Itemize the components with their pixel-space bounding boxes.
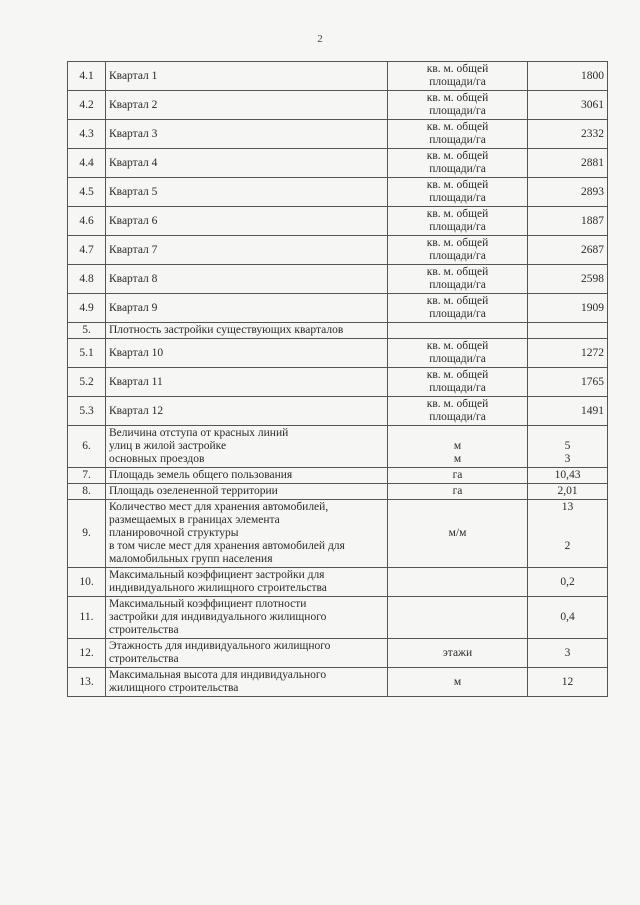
table-row <box>68 597 608 639</box>
row-number: 13. <box>68 668 106 697</box>
table-row <box>68 149 608 178</box>
row-name <box>106 668 388 697</box>
row-unit-line: кв. м. общей <box>426 92 489 104</box>
row-value: 2598 <box>528 265 608 294</box>
row-name-line: Максимальный коэффициент плотности <box>109 598 307 610</box>
table-row <box>68 207 608 236</box>
row-unit <box>388 484 528 500</box>
row-unit <box>388 568 528 597</box>
row-unit-line: м/м <box>448 527 467 539</box>
row-number: 4.4 <box>68 149 106 178</box>
row-number: 4.6 <box>68 207 106 236</box>
row-unit-line: га <box>452 469 463 481</box>
row-value: 1909 <box>528 294 608 323</box>
row-unit <box>388 207 528 236</box>
row-name: Квартал 6 <box>106 207 388 236</box>
page-number: 2 <box>317 33 323 45</box>
row-unit <box>388 397 528 426</box>
row-unit-line: площади/га <box>429 279 486 291</box>
row-unit-line: га <box>452 485 463 497</box>
row-unit-line: кв. м. общей <box>426 179 489 191</box>
row-number: 8. <box>68 484 106 500</box>
row-name: Квартал 2 <box>106 91 388 120</box>
row-value: 1800 <box>528 62 608 91</box>
row-name-line: строительства <box>109 624 179 636</box>
row-unit-line: площади/га <box>429 250 486 262</box>
row-name: Квартал 12 <box>106 397 388 426</box>
row-unit-line: площади/га <box>429 163 486 175</box>
row-value-line: 2 <box>564 540 571 552</box>
row-number: 4.3 <box>68 120 106 149</box>
table-row <box>68 668 608 697</box>
row-unit <box>388 468 528 484</box>
row-unit <box>388 668 528 697</box>
table-row <box>68 339 608 368</box>
row-number: 5.1 <box>68 339 106 368</box>
table-row <box>68 568 608 597</box>
row-value: 2687 <box>528 236 608 265</box>
row-unit <box>388 236 528 265</box>
row-unit-line: кв. м. общей <box>426 237 489 249</box>
row-name <box>106 597 388 639</box>
row-number: 5.2 <box>68 368 106 397</box>
row-unit-line: площади/га <box>429 76 486 88</box>
table-row <box>68 397 608 426</box>
row-value-line: 5 <box>564 440 571 452</box>
row-name-line: Этажность для индивидуального жилищного <box>109 640 331 652</box>
table-row <box>68 236 608 265</box>
parameters-table <box>67 61 608 697</box>
row-unit-line <box>391 427 524 440</box>
table-row <box>68 426 608 468</box>
row-name-line: Величина отступа от красных линий <box>109 427 289 439</box>
row-name <box>106 639 388 668</box>
row-unit-line: кв. м. общей <box>426 295 489 307</box>
row-name: Плотность застройки существующих кварталов <box>106 323 388 339</box>
row-unit <box>388 91 528 120</box>
row-unit <box>388 62 528 91</box>
row-name <box>106 568 388 597</box>
table-row <box>68 639 608 668</box>
row-value: 3061 <box>528 91 608 120</box>
row-number: 4.8 <box>68 265 106 294</box>
row-name <box>106 426 388 468</box>
row-name: Квартал 8 <box>106 265 388 294</box>
row-number: 6. <box>68 426 106 468</box>
table-row <box>68 294 608 323</box>
row-number: 11. <box>68 597 106 639</box>
row-name <box>106 500 388 568</box>
row-name-line: маломобильных групп населения <box>109 553 273 565</box>
table-row <box>68 468 608 484</box>
row-value: 3 <box>528 639 608 668</box>
row-name: Квартал 10 <box>106 339 388 368</box>
row-unit-line: кв. м. общей <box>426 150 489 162</box>
row-name: Квартал 11 <box>106 368 388 397</box>
row-unit-line: площади/га <box>429 192 486 204</box>
table-row <box>68 500 608 568</box>
row-unit <box>388 597 528 639</box>
row-name: Квартал 9 <box>106 294 388 323</box>
row-name-line: в том числе мест для хранения автомобилей для <box>109 540 345 552</box>
row-value-line: 13 <box>561 501 574 513</box>
row-name-line: улиц в жилой застройке <box>109 440 227 452</box>
row-unit <box>388 323 528 339</box>
row-name: Квартал 4 <box>106 149 388 178</box>
row-name-line: Количество мест для хранения автомобилей, <box>109 501 329 513</box>
row-value-line <box>531 553 604 566</box>
row-value: 2332 <box>528 120 608 149</box>
row-value-line: 3 <box>564 453 571 465</box>
row-unit-line: площади/га <box>429 411 486 423</box>
row-unit-line: кв. м. общей <box>426 63 489 75</box>
row-unit-line: кв. м. общей <box>426 121 489 133</box>
row-unit <box>388 265 528 294</box>
row-number: 4.5 <box>68 178 106 207</box>
row-number: 5.3 <box>68 397 106 426</box>
row-value: 10,43 <box>528 468 608 484</box>
table-row <box>68 120 608 149</box>
row-number: 4.9 <box>68 294 106 323</box>
table-row <box>68 368 608 397</box>
row-unit-line: площади/га <box>429 105 486 117</box>
row-name: Квартал 5 <box>106 178 388 207</box>
row-unit <box>388 639 528 668</box>
row-number: 10. <box>68 568 106 597</box>
row-unit <box>388 368 528 397</box>
row-name-line: Максимальная высота для индивидуального <box>109 669 327 681</box>
row-unit-line: кв. м. общей <box>426 369 489 381</box>
row-unit <box>388 120 528 149</box>
row-name-line: индивидуального жилищного строительства <box>109 582 327 594</box>
row-name-line: основных проездов <box>109 453 205 465</box>
row-unit-line: м <box>453 453 462 465</box>
row-value <box>528 426 608 468</box>
row-name-line: строительства <box>109 653 179 665</box>
row-unit-line: кв. м. общей <box>426 340 489 352</box>
row-number: 5. <box>68 323 106 339</box>
row-name-line: планировочной структуры <box>109 527 239 539</box>
row-unit <box>388 178 528 207</box>
row-unit-line: м <box>453 440 462 452</box>
row-value: 1765 <box>528 368 608 397</box>
row-unit-line: кв. м. общей <box>426 208 489 220</box>
row-unit-line: этажи <box>442 646 473 659</box>
row-value: 0,2 <box>528 568 608 597</box>
row-unit-line: кв. м. общей <box>426 266 489 278</box>
row-value-line <box>531 527 604 540</box>
table-row <box>68 178 608 207</box>
row-number: 12. <box>68 639 106 668</box>
row-unit-line: площади/га <box>429 382 486 394</box>
row-name: Площадь земель общего пользования <box>106 468 388 484</box>
table-row <box>68 323 608 339</box>
table-row <box>68 62 608 91</box>
row-number: 4.7 <box>68 236 106 265</box>
row-unit-line: площади/га <box>429 308 486 320</box>
row-number: 4.2 <box>68 91 106 120</box>
row-number: 4.1 <box>68 62 106 91</box>
row-value: 2,01 <box>528 484 608 500</box>
row-unit-line: площади/га <box>429 221 486 233</box>
row-unit-line: кв. м. общей <box>426 398 489 410</box>
row-unit <box>388 294 528 323</box>
row-value: 2881 <box>528 149 608 178</box>
table-row <box>68 91 608 120</box>
row-value-line <box>531 427 604 440</box>
row-unit <box>388 426 528 468</box>
row-unit-line: м <box>453 675 462 688</box>
row-value: 1491 <box>528 397 608 426</box>
row-value: 2893 <box>528 178 608 207</box>
row-name: Площадь озелененной территории <box>106 484 388 500</box>
row-name-line: застройки для индивидуального жилищного <box>109 611 327 623</box>
row-value: 12 <box>528 668 608 697</box>
row-unit <box>388 339 528 368</box>
row-value <box>528 500 608 568</box>
table-row <box>68 484 608 500</box>
row-value-line <box>531 514 604 527</box>
row-name-line: размещаемых в границах элемента <box>109 514 280 526</box>
row-unit-line: площади/га <box>429 353 486 365</box>
row-name: Квартал 7 <box>106 236 388 265</box>
row-value: 1887 <box>528 207 608 236</box>
row-name-line: жилищного строительства <box>109 682 239 694</box>
table-row <box>68 265 608 294</box>
row-number: 9. <box>68 500 106 568</box>
row-name: Квартал 1 <box>106 62 388 91</box>
row-unit <box>388 500 528 568</box>
row-number: 7. <box>68 468 106 484</box>
row-name-line: Максимальный коэффициент застройки для <box>109 569 325 581</box>
row-value: 1272 <box>528 339 608 368</box>
row-name: Квартал 3 <box>106 120 388 149</box>
row-unit <box>388 149 528 178</box>
row-unit-line: площади/га <box>429 134 486 146</box>
row-value: 0,4 <box>528 597 608 639</box>
row-value <box>528 323 608 339</box>
